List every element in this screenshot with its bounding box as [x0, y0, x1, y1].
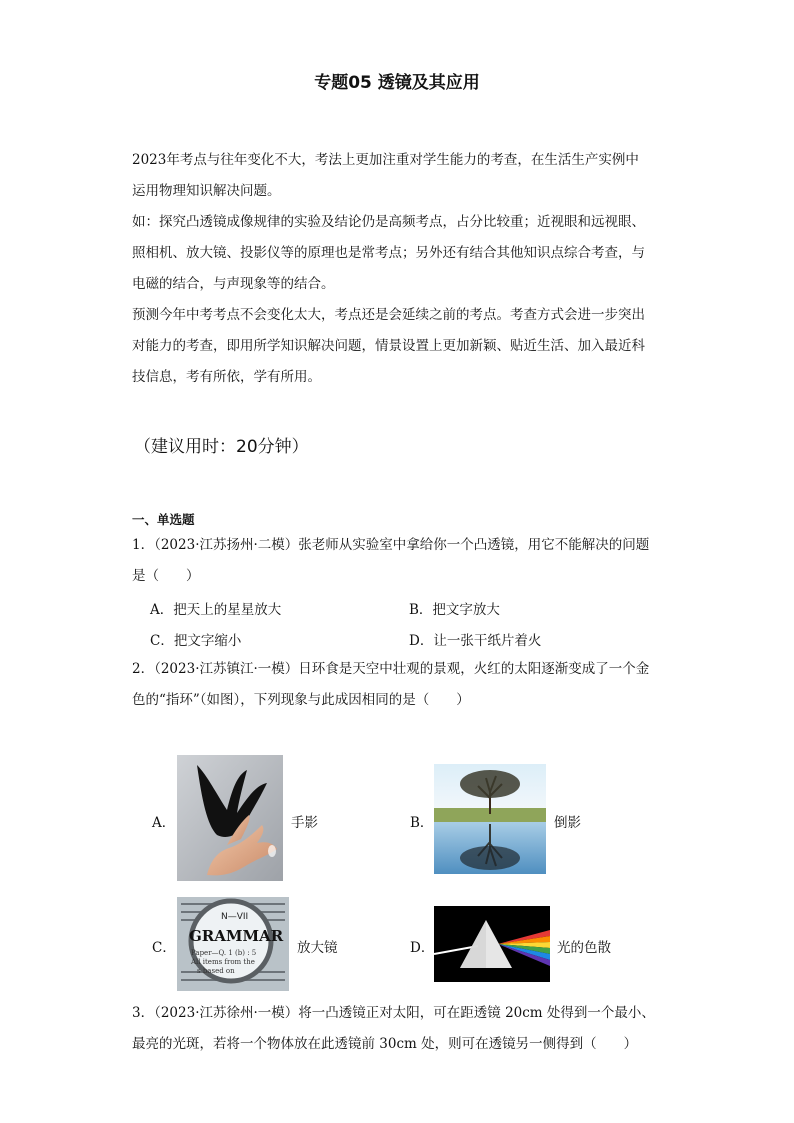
question-1-line: 是（ ）	[132, 568, 200, 584]
question-1-line: 1．（2023·江苏扬州·二模）张老师从实验室中拿给你一个凸透镜，用它不能解决的问题	[132, 537, 650, 553]
q2-option-b-letter[interactable]: B．	[410, 815, 434, 831]
hand-shadow-image	[177, 755, 283, 881]
q2-option-c-label: 放大镜	[297, 940, 338, 956]
q2-option-a-label: 手影	[291, 815, 318, 831]
tree-reflection-image	[434, 764, 546, 874]
q1-option-b[interactable]: B．把文字放大	[409, 602, 500, 618]
magnifier-line: s based on	[197, 967, 235, 975]
q1-option-c[interactable]: C．把文字缩小	[150, 633, 242, 649]
intro-line: 技信息，考有所依，学有所用。	[132, 369, 321, 385]
question-2-line: 色的“指环”（如图），下列现象与此成因相同的是（ ）	[132, 692, 470, 708]
section-heading: 一、单选题	[132, 512, 195, 527]
intro-text	[132, 145, 672, 393]
question-3	[132, 998, 672, 1060]
prism-dispersion-image	[434, 906, 550, 982]
question-2	[132, 654, 672, 716]
magnifier-image	[177, 897, 289, 991]
intro-line: 对能力的考查，即用所学知识解决问题，情景设置上更加新颖、贴近生活、加入最近科	[132, 338, 645, 354]
intro-line: 照相机、放大镜、投影仪等的原理也是常考点；另外还有结合其他知识点综合考查，与	[132, 245, 645, 261]
q1-option-d[interactable]: D．让一张干纸片着火	[409, 633, 542, 649]
q2-option-c-letter[interactable]: C．	[152, 940, 176, 956]
intro-line: 预测今年中考考点不会变化太大，考点还是会延续之前的考点。考查方式会进一步突出	[132, 307, 645, 323]
intro-line: 2023年考点与往年变化不大，考法上更加注重对学生能力的考查，在生活生产实例中	[132, 152, 639, 168]
page-title: 专题05 透镜及其应用	[314, 73, 480, 93]
question-2-line: 2．（2023·江苏镇江·一模）日环食是天空中壮观的景观，火红的太阳逐渐变成了一个金	[132, 661, 650, 677]
intro-line: 运用物理知识解决问题。	[132, 183, 281, 199]
q2-option-b-label: 倒影	[554, 815, 581, 831]
q2-option-a-letter[interactable]: A．	[152, 815, 176, 831]
question-1	[132, 530, 672, 592]
magnifier-tag: N—VII	[221, 912, 249, 922]
intro-line: 电磁的结合，与声现象等的结合。	[132, 276, 335, 292]
question-3-line: 3．（2023·江苏徐州·一模）将一凸透镜正对太阳，可在距透镜 20cm 处得到一个最小、	[132, 1005, 655, 1021]
magnifier-line: Paper—Q. 1 (b) : 5	[191, 949, 257, 957]
magnifier-word: GRAMMAR	[189, 927, 284, 945]
q2-option-d-label: 光的色散	[557, 940, 611, 956]
suggested-time: （建议用时：20分钟）	[134, 437, 309, 457]
q2-option-d-letter[interactable]: D．	[410, 940, 435, 956]
intro-line: 如：探究凸透镜成像规律的实验及结论仍是高频考点，占分比较重；近视眼和远视眼、	[132, 214, 645, 230]
magnifier-line: All items from the	[191, 958, 255, 966]
question-3-line: 最亮的光斑，若将一个物体放在此透镜前 30cm 处，则可在透镜另一侧得到（ ）	[132, 1036, 638, 1052]
q1-option-a[interactable]: A．把天上的星星放大	[150, 602, 282, 618]
